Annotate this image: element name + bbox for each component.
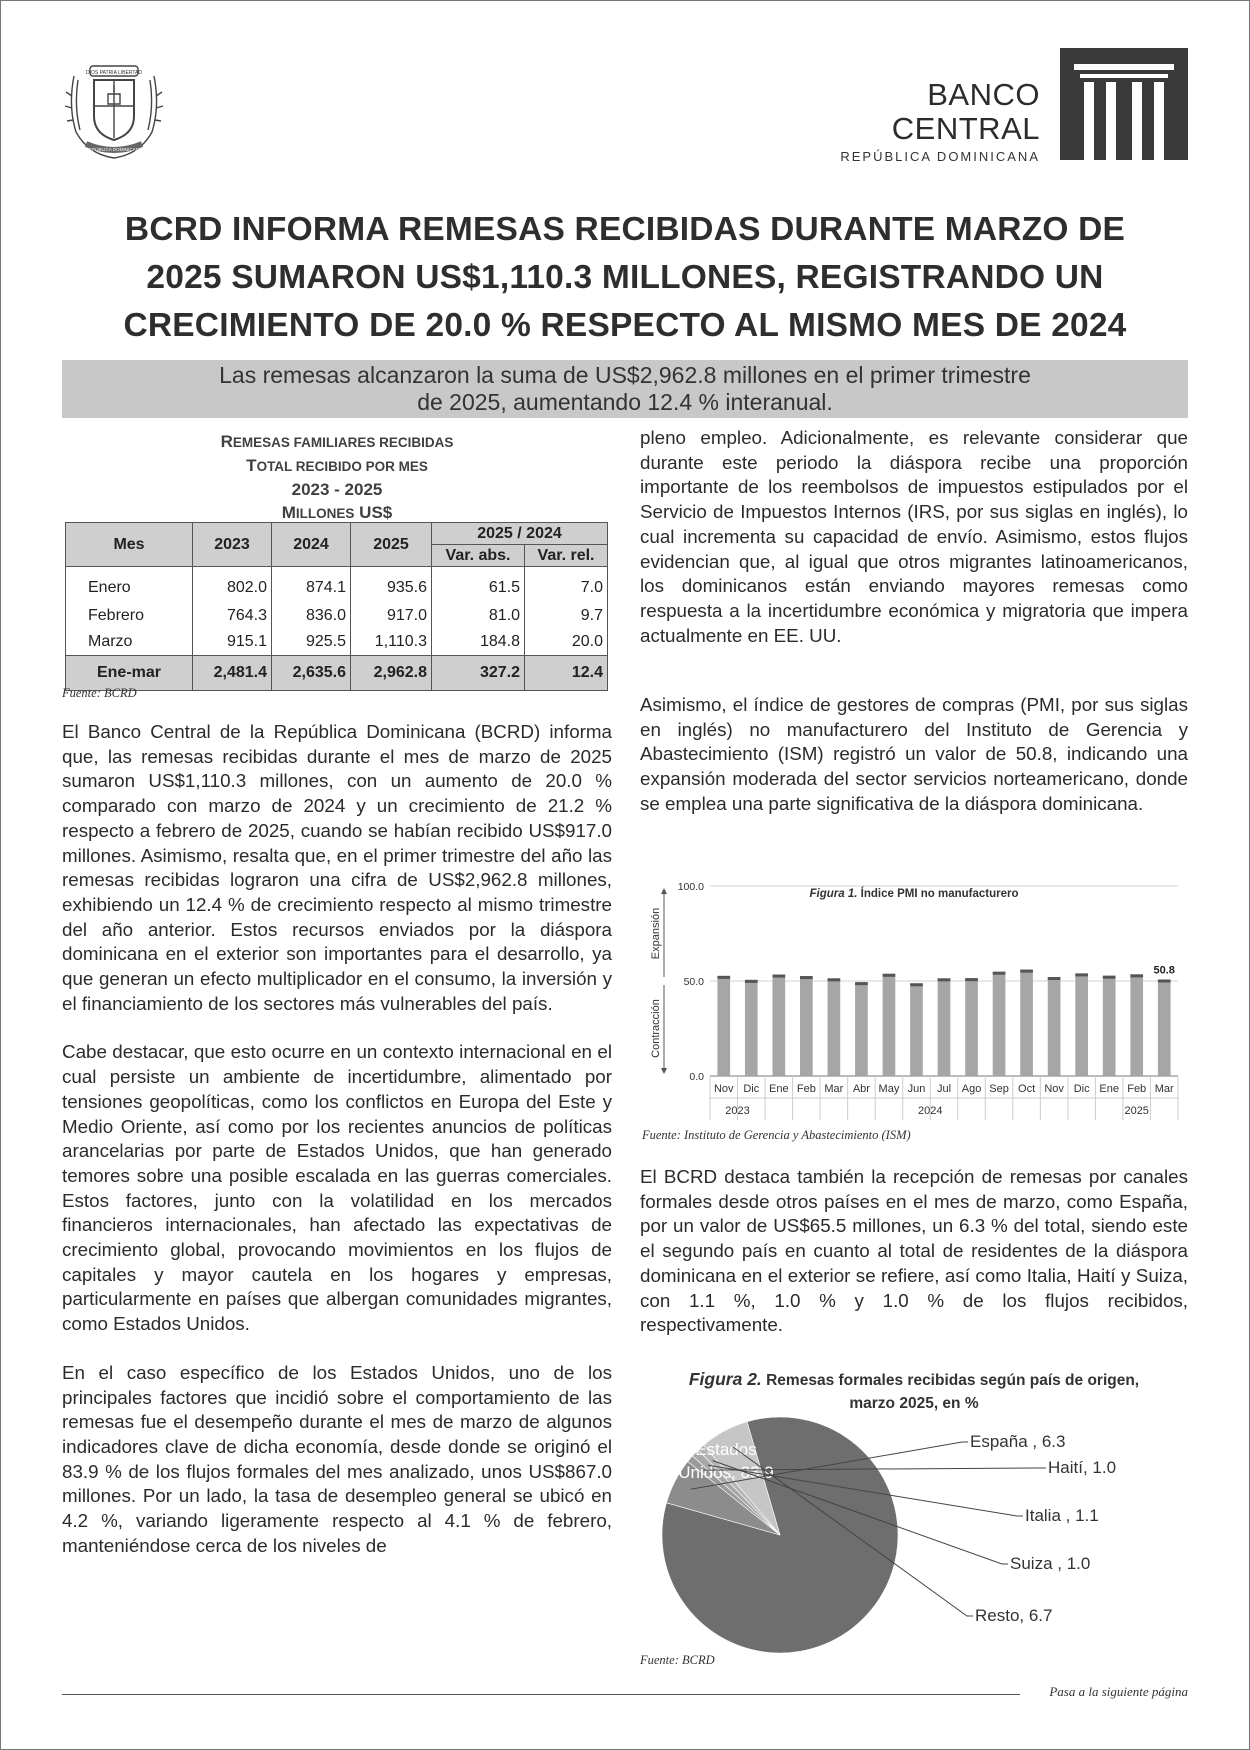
pmi-bar-cap <box>1158 979 1171 982</box>
subheadline-line-1: Las remesas alcanzaron la suma de US$2,962.8 millones en el primer trimestre <box>219 362 1031 388</box>
paragraph: El BCRD destaca también la recepción de remesas por canales formales desde otros países en el mes de marzo, como España, por un valor de US$65.5 millones, un 6.3 % del total, siendo este el segundo país en cuanto al total de residentes de la diáspora dominicana en el exterior se refiere, así como Italia, Haití y Suiza, con 1.1 %, 1.0 % y 1.0 % de los flujos recibidos, respectivamente. <box>640 1166 1188 1336</box>
pie-label-main-1: Estados <box>695 1440 757 1459</box>
pmi-bar-cap <box>828 978 841 981</box>
headline-line-2: 2025 SUMARON US$1,110.3 MILLONES, REGISTRANDO UN <box>146 259 1104 296</box>
coat-of-arms-icon <box>58 46 170 164</box>
pmi-bar <box>938 978 951 1076</box>
headline-line-3: CRECIMIENTO DE 20.0 % RESPECTO AL MISMO MES DE 2024 <box>123 307 1127 344</box>
next-page-note: Pasa a la siguiente página <box>1049 1684 1188 1699</box>
pmi-bar-cap <box>745 980 758 983</box>
table-row: Marzo 915.1 925.5 1,110.3 184.8 20.0 <box>66 629 608 656</box>
x-tick-label: Abr <box>852 1083 870 1095</box>
pmi-bar-cap <box>1103 976 1116 979</box>
x-tick-label: Sep <box>989 1083 1009 1095</box>
pmi-bar <box>965 978 978 1076</box>
footer-rule <box>62 1694 1020 1695</box>
pmi-bar-cap <box>1075 973 1088 976</box>
pmi-bar-cap <box>800 976 813 979</box>
pmi-bar-cap <box>938 978 951 981</box>
remittance-origin-pie-chart <box>640 1405 1188 1655</box>
y-tick-label: 50.0 <box>683 976 704 988</box>
y-tick-label: 0.0 <box>689 1071 704 1083</box>
x-tick-label: Mar <box>1154 1083 1174 1095</box>
x-tick-label: Ene <box>1099 1083 1119 1095</box>
bank-country: REPÚBLICA DOMINICANA <box>840 149 1040 164</box>
pmi-bar <box>993 972 1006 1076</box>
table-row: Febrero 764.3 836.0 917.0 81.0 9.7 <box>66 603 608 629</box>
pmi-bar-cap <box>1048 977 1061 980</box>
pmi-bar <box>772 975 785 1076</box>
x-tick-label: Feb <box>1127 1083 1147 1095</box>
col-2024: 2024 <box>272 523 351 567</box>
table-row: Enero 802.0 874.1 935.6 61.5 7.0 <box>66 567 608 604</box>
headline-line-1: BCRD INFORMA REMESAS RECIBIDAS DURANTE MARZO DE <box>124 211 1126 248</box>
pmi-bar <box>855 982 868 1076</box>
bank-building-icon <box>1060 48 1188 160</box>
pmi-bar <box>1130 974 1143 1076</box>
pmi-bar-cap <box>717 976 730 979</box>
bank-name: BANCO CENTRAL <box>891 77 1040 146</box>
left-column <box>62 720 612 1559</box>
paragraph: Cabe destacar, que esto ocurre en un contexto internacional en el cual persiste un ambiente de incertidumbre, alimentado por tensiones geopolíticas, como los conflictos en Europa del Este y Medio Oriente, así como por los recientes anuncios de políticas arancelarias por parte de Estados Unidos, que han generado temores sobre una posible escalada en las guerras comerciales. Estos factores, junto con la volatilidad en los mercados financieros internacionales, han afectado las expectativas de crecimiento global, provocando movimientos en los flujos de capitales y mayor cautela en los hogares y empresas, particularmente en países que albergan comunidades migrantes, como Estados Unidos. <box>62 1041 612 1335</box>
year-group-label: 2025 <box>1124 1105 1149 1117</box>
table-total-row: Ene-mar 2,481.4 2,635.6 2,962.8 327.2 12.4 <box>66 656 608 691</box>
pie-label-main-2: Unidos, 83.9 <box>678 1463 774 1482</box>
right-column-p1 <box>640 426 1188 648</box>
figure-2-title: Figura 2. Remesas formales recibidas según país de origen, marzo 2025, en % <box>688 1369 1140 1412</box>
figure-1-source: Fuente: Instituto de Gerencia y Abastecimiento (ISM) <box>642 1128 911 1142</box>
right-column-p2 <box>640 693 1188 817</box>
pmi-bar <box>828 978 841 1076</box>
svg-text:DIOS PATRIA LIBERTAD: DIOS PATRIA LIBERTAD <box>85 70 143 76</box>
paragraph: Asimismo, el índice de gestores de compras (PMI, por sus siglas en inglés) no manufacturero del Instituto de Gerencia y Abastecimiento (ISM) registró un valor de 50.8, indicando una expansión moderada del sector servicios norteamericano, donde se emplea una parte significativa de la diáspora dominicana. <box>640 694 1188 814</box>
pmi-bar-cap <box>1130 974 1143 977</box>
pie-slice-label: España , 6.3 <box>970 1432 1066 1451</box>
col-group-2025-2024: 2025 / 2024 <box>432 523 608 545</box>
x-tick-label: Ago <box>961 1083 982 1095</box>
pie-slice-label: Italia , 1.1 <box>1025 1506 1099 1525</box>
col-2023: 2023 <box>193 523 272 567</box>
bank-logo-text <box>770 78 1040 164</box>
pmi-bar <box>1020 970 1033 1076</box>
headline <box>40 206 1210 350</box>
figure-1-title: Figura 1. Índice PMI no manufacturero <box>809 888 1019 900</box>
x-tick-label: Mar <box>824 1083 844 1095</box>
subheadline-bar <box>62 360 1188 418</box>
pmi-bar-chart <box>640 876 1188 1126</box>
y-label-expansion: Expansión <box>650 907 662 960</box>
col-2025: 2025 <box>351 523 432 567</box>
x-tick-label: Jul <box>936 1083 952 1095</box>
pmi-bar <box>883 974 896 1076</box>
pmi-bar <box>1048 977 1061 1076</box>
pmi-bar <box>1158 979 1171 1076</box>
pmi-bar-cap <box>883 974 896 977</box>
x-tick-label: Ene <box>769 1083 789 1095</box>
pmi-bar-cap <box>910 983 923 986</box>
pmi-bar <box>1075 973 1088 1076</box>
pmi-bar-cap <box>855 982 868 985</box>
y-tick-label: 100.0 <box>677 881 704 893</box>
x-tick-label: Feb <box>796 1083 816 1095</box>
col-mes: Mes <box>66 523 193 567</box>
paragraph: pleno empleo. Adicionalmente, es relevante considerar que durante este periodo la diáspora recibe una proporción importante de los reembolsos de impuestos estipulados por el Servicio de Impuestos Internos (IRS, por sus siglas en inglés), lo cual incrementa su capacidad de envío. Asimismo, estos flujos evidencian que, al igual que otros migrantes latinoamericanos, los dominicanos están enviando mayores remesas como respuesta a la incertidumbre económica y migratoria que impera actualmente en EE. UU. <box>640 427 1188 646</box>
pmi-bar <box>717 976 730 1076</box>
paragraph: El Banco Central de la República Dominicana (BCRD) informa que, las remesas recibidas durante el mes de marzo de 2025 sumaron US$1,110.3 millones, con un aumento de 20.0 % comparado con marzo de 2024 y un crecimiento de 21.2 % respecto a febrero de 2025, cuando se habían recibido US$917.0 millones. Asimismo, resalta que, en el primer trimestre del año las remesas recibidas lograron una cifra de US$2,962.8 millones, exhibiendo un 12.4 % de crecimiento respecto al mismo trimestre del año anterior. Estos recursos enviados por la diáspora dominicana en el exterior son importantes para el desarrollo, ya que generan un efecto multiplicador en el consumo, la inversión y el financiamiento de los sectores más vulnerables del país. <box>62 721 612 1014</box>
table-source: Fuente: BCRD <box>62 686 137 700</box>
year-group-label: 2023 <box>725 1105 750 1117</box>
x-tick-label: May <box>878 1083 900 1095</box>
pie-slice-label: Resto, 6.7 <box>975 1606 1053 1625</box>
right-column-p3 <box>640 1165 1188 1338</box>
expansion-arrowhead <box>661 888 667 894</box>
remittances-table <box>65 522 608 691</box>
last-value-label: 50.8 <box>1153 964 1175 977</box>
x-tick-label: Dic <box>743 1083 760 1095</box>
figure-2-source: Fuente: BCRD <box>640 1653 715 1667</box>
x-tick-label: Oct <box>1018 1083 1036 1095</box>
year-group-label: 2024 <box>917 1105 943 1117</box>
contraction-arrowhead <box>661 1068 667 1074</box>
pmi-bar <box>800 976 813 1076</box>
paragraph: En el caso específico de los Estados Unidos, uno de los principales factores que incidió sobre el comportamiento de las remesas fue el desempeño durante el mes de marzo de algunos indicadores clave de dicha economía, desde donde se originó el 83.9 % de los flujos formales del mes analizado, unos US$867.0 millones. Por un lado, la tasa de desempleo general se ubicó en 4.2 %, variando ligeramente respecto al 4.1 % de febrero, manteniéndose cerca de los niveles de <box>62 1361 612 1556</box>
pmi-bar <box>745 980 758 1076</box>
pie-slice-label: Haití, 1.0 <box>1048 1458 1117 1477</box>
col-var-rel: Var. rel. <box>525 545 608 567</box>
pmi-bar-cap <box>1020 970 1033 973</box>
pmi-bar-cap <box>993 972 1006 975</box>
y-label-contraction: Contracción <box>650 999 662 1058</box>
col-var-abs: Var. abs. <box>432 545 525 567</box>
x-tick-label: Jun <box>907 1083 926 1095</box>
x-tick-label: Dic <box>1073 1083 1090 1095</box>
subheadline-line-2: de 2025, aumentando 12.4 % interanual. <box>417 389 833 415</box>
pmi-bar <box>1103 976 1116 1076</box>
svg-text:REPÚBLICA DOMINICANA: REPÚBLICA DOMINICANA <box>85 147 143 152</box>
pmi-bar <box>910 983 923 1076</box>
x-tick-label: Nov <box>1044 1083 1064 1095</box>
pie-slice-label: Suiza , 1.0 <box>1010 1554 1091 1573</box>
pmi-bar-cap <box>965 978 978 981</box>
x-tick-label: Nov <box>713 1083 734 1095</box>
pmi-bar-cap <box>772 975 785 978</box>
table-title: REMESAS FAMILIARES RECIBIDAS TOTAL RECIBIDO POR MES 2023 - 2025 MILLONES US$ <box>220 432 454 522</box>
